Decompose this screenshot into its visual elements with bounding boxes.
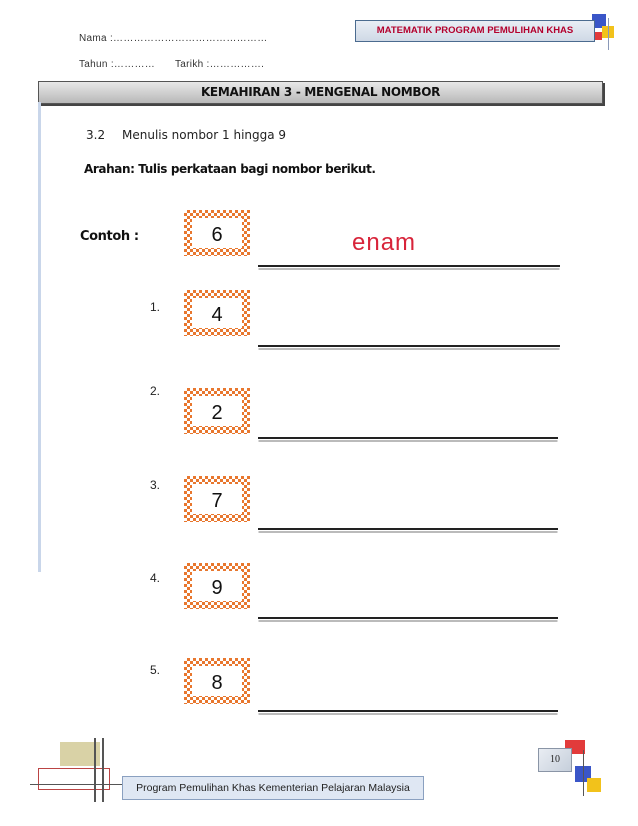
item-index-4: 4. <box>150 571 161 585</box>
number-box-5 <box>184 658 250 704</box>
section-number: 3.2 <box>86 128 106 142</box>
example-number-box <box>184 210 250 256</box>
example-number: 6 <box>192 218 242 248</box>
number-box-1 <box>184 290 250 336</box>
number-box-4 <box>184 563 250 609</box>
item-number-4: 9 <box>192 571 242 601</box>
number-box-3 <box>184 476 250 522</box>
section-title: Menulis nombor 1 hingga 9 <box>122 128 287 142</box>
answer-line-2[interactable] <box>258 437 558 439</box>
footer-banner: Program Pemulihan Khas Kementerian Pelajaran Malaysia <box>122 776 424 800</box>
answer-line-1[interactable] <box>258 345 560 347</box>
left-margin-rule <box>38 102 41 572</box>
item-number-1: 4 <box>192 298 242 328</box>
item-index-2: 2. <box>150 384 161 398</box>
number-box-2 <box>184 388 250 434</box>
example-label: Contoh : <box>80 229 139 244</box>
answer-line-3[interactable] <box>258 528 558 530</box>
example-answer: enam <box>352 229 417 256</box>
item-number-2: 2 <box>192 396 242 426</box>
corner-decoration-bottom-right <box>565 740 615 800</box>
answer-line-5[interactable] <box>258 710 558 712</box>
tarikh-field: Tarikh :……………. <box>175 59 265 70</box>
page-number: 10 <box>538 748 572 772</box>
tahun-field: Tahun :………… <box>79 59 156 70</box>
skill-title-bar: KEMAHIRAN 3 - MENGENAL NOMBOR <box>38 81 603 104</box>
instruction-text: Arahan: Tulis perkataan bagi nombor berikut. <box>84 162 376 176</box>
item-index-3: 3. <box>150 478 161 492</box>
item-number-3: 7 <box>192 484 242 514</box>
corner-decoration-bottom-left <box>30 738 130 808</box>
program-banner: MATEMATIK PROGRAM PEMULIHAN KHAS <box>355 20 595 42</box>
item-index-1: 1. <box>150 300 161 314</box>
example-answer-line <box>258 265 560 267</box>
nama-field: Nama :……………………………………… <box>79 33 268 44</box>
item-number-5: 8 <box>192 666 242 696</box>
item-index-5: 5. <box>150 663 161 677</box>
answer-line-4[interactable] <box>258 617 558 619</box>
